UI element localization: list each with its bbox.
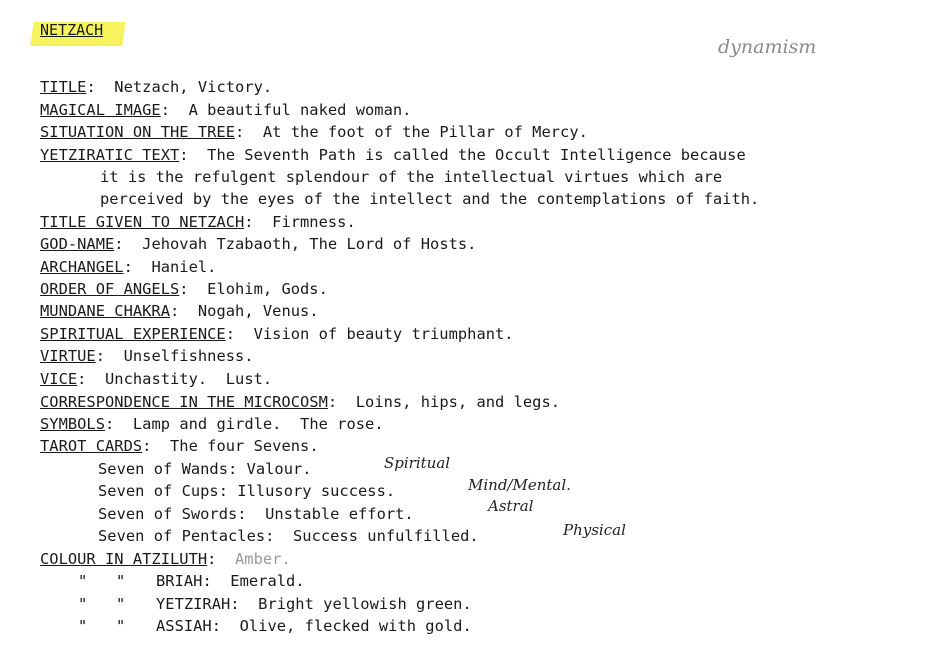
entry-label: ARCHANGEL — [40, 258, 124, 276]
entry-value: Firmness. — [253, 213, 356, 231]
entry-spiritual-experience: SPIRITUAL EXPERIENCE: Vision of beauty triumphant. — [40, 325, 514, 343]
entry-label: SPIRITUAL EXPERIENCE — [40, 325, 226, 343]
entry-value: Amber. — [235, 550, 291, 568]
world-value: Emerald. — [211, 572, 305, 590]
entry-value: Unchastity. Lust. — [86, 370, 273, 388]
entry-order-of-angels: ORDER OF ANGELS: Elohim, Gods. — [40, 280, 328, 298]
entry-value: Elohim, Gods. — [188, 280, 328, 298]
entry-yetziratic-text: YETZIRATIC TEXT: The Seventh Path is called the Occult Intelligence because — [40, 146, 746, 164]
entry-label: TITLE GIVEN TO NETZACH — [40, 213, 245, 231]
entry-colour-atziluth: COLOUR IN ATZILUTH: Amber. — [40, 550, 291, 568]
tarot-seven-of-pentacles: Seven of Pentacles: Success unfulfilled. — [98, 527, 479, 545]
ditto-mark: " — [116, 617, 126, 635]
entry-value: Loins, hips, and legs. — [337, 393, 561, 411]
entry-symbols: SYMBOLS: Lamp and girdle. The rose. — [40, 415, 384, 433]
entry-value: The Seventh Path is called the Occult Intelligence because — [188, 146, 746, 164]
tarot-seven-of-cups: Seven of Cups: Illusory success. — [98, 482, 396, 500]
entry-title-given: TITLE GIVEN TO NETZACH: Firmness. — [40, 213, 356, 231]
entry-god-name: GOD-NAME: Jehovah Tzabaoth, The Lord of Hosts. — [40, 235, 477, 253]
handwritten-annotation-dynamism: dynamism — [718, 36, 817, 58]
yetziratic-continuation-1: it is the refulgent splendour of the intellectual virtues which are — [100, 168, 723, 186]
yetziratic-continuation-2: perceived by the eyes of the intellect and the contemplations of faith. — [100, 190, 760, 208]
world-value: Olive, flecked with gold. — [221, 617, 472, 635]
ditto-mark: " — [116, 572, 126, 590]
world-name: YETZIRAH — [156, 595, 231, 613]
entry-value: The four Sevens. — [151, 437, 319, 455]
entry-mundane-chakra: MUNDANE CHAKRA: Nogah, Venus. — [40, 302, 319, 320]
entry-value: A beautiful naked woman. — [170, 101, 412, 119]
entry-label: MAGICAL IMAGE — [40, 101, 161, 119]
entry-value: Unselfishness. — [105, 347, 254, 365]
entry-value: Haniel. — [132, 258, 217, 276]
entry-title: TITLE: Netzach, Victory. — [40, 78, 273, 96]
ditto-mark: " — [116, 595, 126, 613]
entry-value: Vision of beauty triumphant. — [235, 325, 514, 343]
entry-label: VIRTUE — [40, 347, 96, 365]
entry-label: TAROT CARDS — [40, 437, 143, 455]
tarot-seven-of-swords: Seven of Swords: Unstable effort. — [98, 505, 414, 523]
entry-label: SYMBOLS — [40, 415, 106, 433]
world-name: BRIAH — [156, 572, 203, 590]
entry-situation: SITUATION ON THE TREE: At the foot of the Pillar of Mercy. — [40, 123, 588, 141]
entry-label: CORRESPONDENCE IN THE MICROCOSM — [40, 393, 328, 411]
entry-archangel: ARCHANGEL: Haniel. — [40, 258, 217, 276]
colour-assiah: " " ASSIAH: Olive, flecked with gold. — [78, 617, 472, 635]
entry-label: SITUATION ON THE TREE — [40, 123, 236, 141]
handwritten-note-spiritual: Spiritual — [384, 454, 451, 472]
entry-label: COLOUR IN ATZILUTH — [40, 550, 208, 568]
ditto-mark: " — [78, 572, 88, 590]
entry-label: GOD-NAME — [40, 235, 115, 253]
entry-label: ORDER OF ANGELS — [40, 280, 180, 298]
entry-label: MUNDANE CHAKRA — [40, 302, 171, 320]
entry-label: TITLE — [40, 78, 87, 96]
entry-value: At the foot of the Pillar of Mercy. — [244, 123, 588, 141]
entry-value: Netzach, Victory. — [95, 78, 273, 96]
handwritten-note-astral: Astral — [488, 497, 534, 515]
colour-briah: " " BRIAH: Emerald. — [78, 572, 305, 590]
ditto-mark: " — [78, 595, 88, 613]
entry-label: VICE — [40, 370, 78, 388]
document-heading: NETZACH — [40, 21, 104, 39]
ditto-mark: " — [78, 617, 88, 635]
entry-virtue: VIRTUE: Unselfishness. — [40, 347, 254, 365]
entry-correspondence: CORRESPONDENCE IN THE MICROCOSM: Loins, hips, and legs. — [40, 393, 561, 411]
entry-label: YETZIRATIC TEXT — [40, 146, 180, 164]
entry-value: Nogah, Venus. — [179, 302, 319, 320]
entry-magical-image: MAGICAL IMAGE: A beautiful naked woman. — [40, 101, 412, 119]
colour-yetzirah: " " YETZIRAH: Bright yellowish green. — [78, 595, 472, 613]
world-value: Bright yellowish green. — [239, 595, 472, 613]
handwritten-note-physical: Physical — [563, 521, 626, 539]
entry-tarot-cards: TAROT CARDS: The four Sevens. — [40, 437, 319, 455]
entry-value: Lamp and girdle. The rose. — [114, 415, 384, 433]
world-name: ASSIAH — [156, 617, 212, 635]
tarot-seven-of-wands: Seven of Wands: Valour. — [98, 460, 312, 478]
entry-value: Jehovah Tzabaoth, The Lord of Hosts. — [123, 235, 477, 253]
handwritten-note-mental: Mind/Mental. — [468, 476, 571, 494]
entry-vice: VICE: Unchastity. Lust. — [40, 370, 273, 388]
